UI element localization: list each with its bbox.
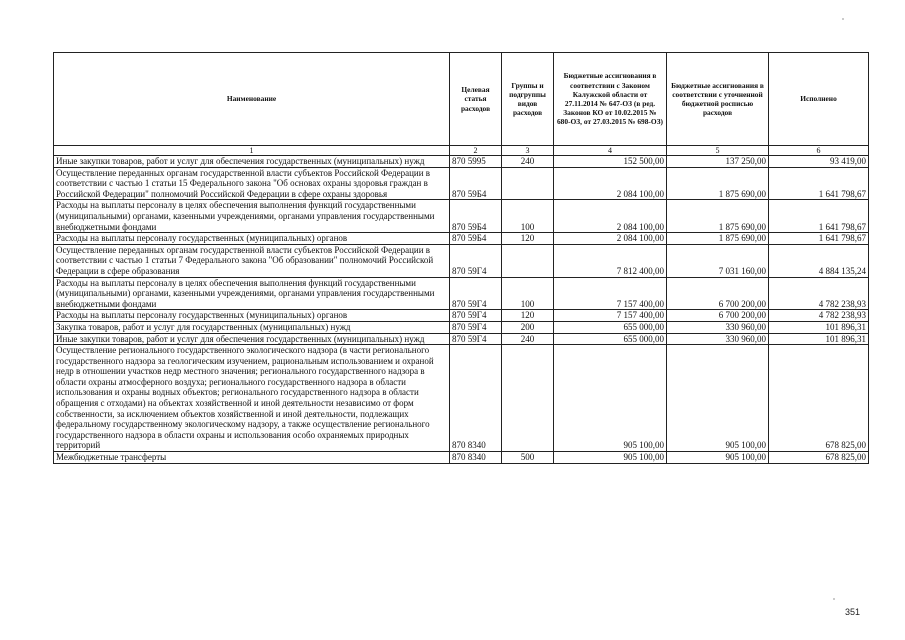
row-law-amount: 655 000,00 — [554, 321, 667, 333]
row-group: 100 — [502, 277, 554, 310]
row-target: 870 59Б4 — [450, 167, 502, 200]
row-group — [502, 244, 554, 277]
row-exec-amount: 4 782 238,93 — [769, 277, 869, 310]
row-group: 500 — [502, 452, 554, 464]
row-refined-amount: 1 875 690,00 — [667, 233, 769, 245]
row-target: 870 59Г4 — [450, 277, 502, 310]
row-law-amount: 2 084 100,00 — [554, 167, 667, 200]
row-exec-amount: 4 884 135,24 — [769, 244, 869, 277]
column-number: 2 — [450, 146, 502, 156]
row-refined-amount: 905 100,00 — [667, 452, 769, 464]
table-row — [54, 233, 869, 245]
scan-speck — [833, 598, 835, 600]
row-refined-amount: 330 960,00 — [667, 333, 769, 345]
row-law-amount: 7 812 400,00 — [554, 244, 667, 277]
header-target: Целевая статья расходов — [450, 53, 502, 146]
header-exec: Исполнено — [769, 53, 869, 146]
row-name: Осуществление переданных органам государственной власти субъектов Российской Федерации в соответствии с частью 1 статьи 15 Федерального закона "Об основах охраны здоровья граждан в Российской Федерации" полномочий Российской Федерации в сфере охраны здоровья — [54, 167, 450, 200]
row-law-amount: 2 084 100,00 — [554, 233, 667, 245]
row-group — [502, 345, 554, 452]
row-name: Иные закупки товаров, работ и услуг для обеспечения государственных (муниципальных) нужд — [54, 333, 450, 345]
row-law-amount: 2 084 100,00 — [554, 200, 667, 233]
row-group: 240 — [502, 156, 554, 168]
header-group: Группы и подгруппы видов расходов — [502, 53, 554, 146]
row-refined-amount: 330 960,00 — [667, 321, 769, 333]
row-exec-amount: 678 825,00 — [769, 345, 869, 452]
table-row — [54, 310, 869, 322]
row-exec-amount: 93 419,00 — [769, 156, 869, 168]
row-refined-amount: 1 875 690,00 — [667, 200, 769, 233]
row-target: 870 8340 — [450, 345, 502, 452]
row-target: 870 59Б4 — [450, 233, 502, 245]
row-law-amount: 7 157 400,00 — [554, 310, 667, 322]
row-name: Расходы на выплаты персоналу государственных (муниципальных) органов — [54, 233, 450, 245]
row-exec-amount: 1 641 798,67 — [769, 167, 869, 200]
row-group: 120 — [502, 310, 554, 322]
row-group — [502, 167, 554, 200]
header-law: Бюджетные ассигнования в соответствии с Законом Калужской области от 27.11.2014 № 647-ОЗ (в ред. Законов КО от 10.02.2015 № 680-ОЗ, от 27.03.2015 № 698-ОЗ) — [554, 53, 667, 146]
table-row — [54, 244, 869, 277]
row-refined-amount: 1 875 690,00 — [667, 167, 769, 200]
row-group: 240 — [502, 333, 554, 345]
table-row — [54, 345, 869, 452]
row-group: 200 — [502, 321, 554, 333]
header-name: Наименование — [54, 53, 450, 146]
row-refined-amount: 6 700 200,00 — [667, 277, 769, 310]
row-target: 870 8340 — [450, 452, 502, 464]
row-name: Осуществление переданных органам государственной власти субъектов Российской Федерации в соответствии с частью 1 статьи 7 Федерального закона "Об образовании" полномочий Российской Федерации в сфере образования — [54, 244, 450, 277]
column-number: 1 — [54, 146, 450, 156]
row-refined-amount: 7 031 160,00 — [667, 244, 769, 277]
row-exec-amount: 101 896,31 — [769, 333, 869, 345]
row-exec-amount: 101 896,31 — [769, 321, 869, 333]
row-law-amount: 152 500,00 — [554, 156, 667, 168]
row-exec-amount: 4 782 238,93 — [769, 310, 869, 322]
budget-table — [53, 52, 869, 464]
header-refined: Бюджетные ассигнования в соответствии с уточненной бюджетной росписью расходов — [667, 53, 769, 146]
row-name: Расходы на выплаты персоналу государственных (муниципальных) органов — [54, 310, 450, 322]
table-row — [54, 167, 869, 200]
row-group: 100 — [502, 200, 554, 233]
row-target: 870 59Г4 — [450, 321, 502, 333]
header-row — [54, 53, 869, 146]
table-row — [54, 277, 869, 310]
column-number: 4 — [554, 146, 667, 156]
row-group: 120 — [502, 233, 554, 245]
column-number-row — [54, 146, 869, 156]
column-number: 6 — [769, 146, 869, 156]
row-refined-amount: 905 100,00 — [667, 345, 769, 452]
row-name: Осуществление регионального государственного экологического надзора (в части регионального государственного надзора за геологическим изучением, рациональным использованием и охраной недр в отношении участков недр местного значения; регионального государственного надзора в области охраны атмосферного воздуха; регионального государственного надзора в области использования и охраны водных объектов; регионального государственного надзора в области обращения с отходами) на объектах хозяйственной и иной деятельности независимо от форм собственности, за исключением объектов хозяйственной и иной деятельности, подлежащих федеральному государственному экологическому надзору, а также осуществление регионального государственного надзора в области охраны и использования особо охраняемых природных территорий — [54, 345, 450, 452]
row-law-amount: 905 100,00 — [554, 345, 667, 452]
row-law-amount: 655 000,00 — [554, 333, 667, 345]
row-name: Закупка товаров, работ и услуг для государственных (муниципальных) нужд — [54, 321, 450, 333]
row-target: 870 59Г4 — [450, 244, 502, 277]
row-exec-amount: 1 641 798,67 — [769, 233, 869, 245]
row-law-amount: 7 157 400,00 — [554, 277, 667, 310]
table-row — [54, 321, 869, 333]
column-number: 3 — [502, 146, 554, 156]
column-number: 5 — [667, 146, 769, 156]
row-name: Расходы на выплаты персоналу в целях обеспечения выполнения функций государственными (муниципальными) органами, казенными учреждениями, органами управления государственными внебюджетными фондами — [54, 277, 450, 310]
page-number: 351 — [845, 607, 861, 617]
scan-speck — [842, 18, 844, 20]
table-row — [54, 333, 869, 345]
row-refined-amount: 137 250,00 — [667, 156, 769, 168]
row-name: Расходы на выплаты персоналу в целях обеспечения выполнения функций государственными (муниципальными) органами, казенными учреждениями, органами управления государственными внебюджетными фондами — [54, 200, 450, 233]
row-exec-amount: 1 641 798,67 — [769, 200, 869, 233]
table-row — [54, 156, 869, 168]
row-name: Межбюджетные трансферты — [54, 452, 450, 464]
row-exec-amount: 678 825,00 — [769, 452, 869, 464]
row-target: 870 59Г4 — [450, 310, 502, 322]
row-target: 870 5995 — [450, 156, 502, 168]
row-name: Иные закупки товаров, работ и услуг для обеспечения государственных (муниципальных) нужд — [54, 156, 450, 168]
table-row — [54, 452, 869, 464]
row-refined-amount: 6 700 200,00 — [667, 310, 769, 322]
row-target: 870 59Б4 — [450, 200, 502, 233]
table-row — [54, 200, 869, 233]
row-target: 870 59Г4 — [450, 333, 502, 345]
row-law-amount: 905 100,00 — [554, 452, 667, 464]
